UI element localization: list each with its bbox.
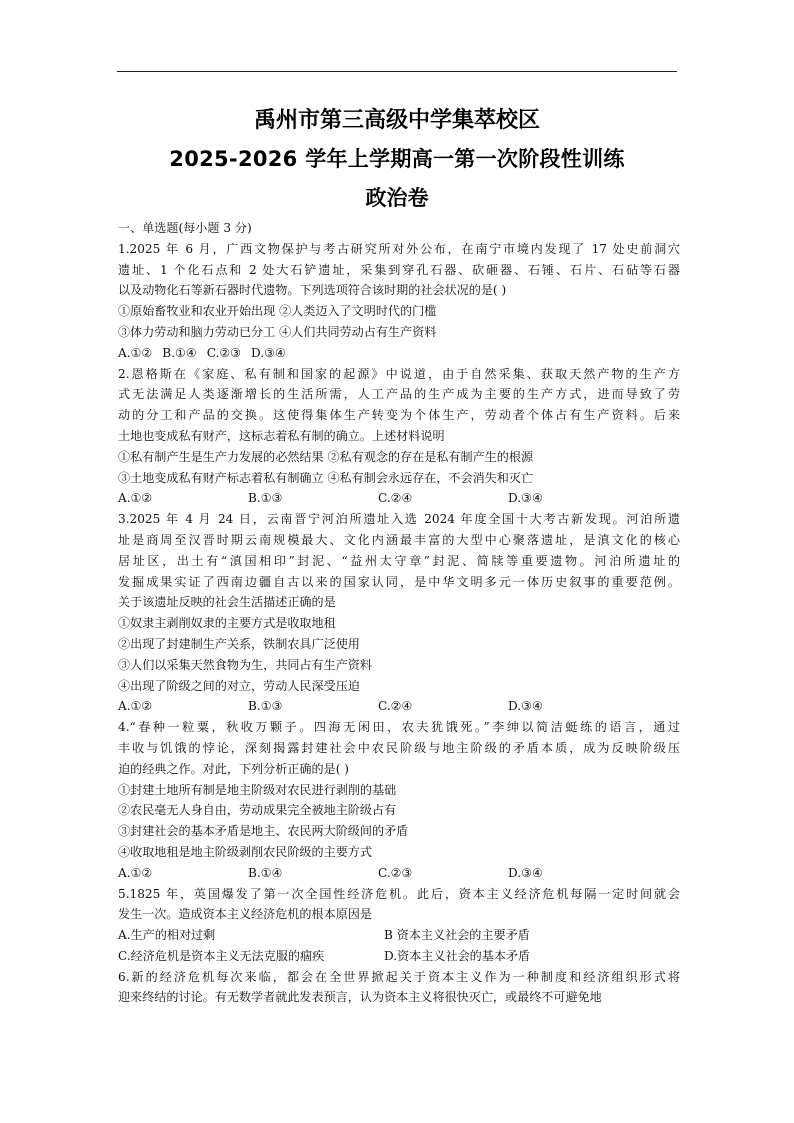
option-c: C.②③ [206,345,242,360]
statement-line: ②出现了封建制生产关系，铁制农具广泛使用 [118,636,360,651]
question-2 [118,364,680,510]
stem-line: 2.恩格斯在《家庭、私有制和国家的起源》中说道，由于自然采集、获取天然产物的生产方 [118,366,680,381]
stem-line: 关于该遗址反映的社会生活描述正确的是 [118,595,336,610]
option-a: A.①② [118,865,153,880]
question-stem [118,884,680,926]
answer-options [118,488,680,509]
statement-line: ③土地变成私有财产标志着私有制确立 ④私有制会永远存在，不会消失和灭亡 [118,470,534,485]
option-b: B.①④ [162,345,197,360]
stem-line: 6.新的经济危机每次来临，都会在全世界掀起关于资本主义作为一种制度和经济组织形式将 [118,969,680,984]
stem-line: 1.2025 年 6 月，广西文物保护与考古研究所对外公布，在南宁市境内发现了 17 处史前洞穴 [118,241,680,256]
statement-line: ①私有制产生是生产力发展的必然结果 ②私有观念的存在是私有制产生的根源 [118,449,534,464]
question-stem [118,239,680,301]
option-c: C.②④ [378,699,413,714]
option-d: D.③④ [508,865,543,880]
stem-line: 丰收与饥饿的悖论，深刻揭露封建社会中农民阶级与地主阶级的矛盾本质，成为反映阶级压 [118,740,680,755]
statement-line: ④出现了阶级之间的对立，劳动人民深受压迫 [118,678,360,693]
stem-line: 址是商周至汉晋时期云南规模最大、文化内涵最丰富的大型中心聚落遗址，是滇文化的核心 [118,532,680,547]
stem-line: 发生一次。造成资本主义经济危机的根本原因是 [118,907,372,922]
answer-options-row-2 [118,946,680,967]
option-b: B.①③ [248,699,283,714]
subject-title: 政治卷 [365,186,429,210]
stem-line: 式无法满足人类逐渐增长的生活所需，人工产品的生产成为主要的生产方式，进而导致了劳 [118,387,680,402]
option-a: A.①② [118,699,153,714]
option-b: B.①④ [248,865,283,880]
statement-line: ③体力劳动和脑力劳动已分工 ④人们共同劳动占有生产资料 [118,324,437,339]
statement-line: ①封建土地所有制是地主阶级对农民进行剥削的基础 [118,782,397,797]
exam-body [118,218,680,1008]
option-b: B 资本主义社会的主要矛盾 [384,928,530,943]
stem-line: 5.1825 年，英国爆发了第一次全国性经济危机。此后，资本主义经济危机每隔一定时间就会 [118,886,680,901]
stem-line: 发掘成果实证了西南边疆自古以来的国家认同，是中华文明多元一体历史叙事的重要范例。 [118,574,680,589]
question-stem [118,967,680,1009]
option-c: C.经济危机是资本主义无法克服的痼疾 [118,948,325,963]
stem-line: 动的分工和产品的交换。这使得集体生产转变为个体生产，劳动者个体占有生产资料。后来 [118,408,680,423]
question-stem [118,509,680,613]
stem-line: 土地也变成私有财产，这标志着私有制的确立。上述材料说明 [118,428,445,443]
answer-options [118,863,680,884]
option-c: C.②④ [378,491,413,506]
statement-line: ①奴隶主剥削奴隶的主要方式是收取地租 [118,616,336,631]
option-d: D.资本主义社会的基本矛盾 [384,948,531,963]
option-d: D.③④ [251,345,286,360]
option-d: D.③④ [508,491,543,506]
question-1 [118,239,680,364]
question-5 [118,884,680,967]
school-title: 禹州市第三高级中学集萃校区 [253,108,540,133]
option-c: C.②③ [378,865,413,880]
stem-line: 迎来终结的讨论。有无数学者就此发表预言，认为资本主义将很快灭亡，或最终不可避免地 [118,990,602,1005]
stem-line: 迫的经典之作。对此，下列分析正确的是( ) [118,761,349,776]
option-b: B.①③ [248,491,283,506]
option-d: D.③④ [508,699,543,714]
stem-line: 居址区，出土有“滇国相印”封泥、“益州太守章”封泥、简牍等重要遗物。河泊所遗址的 [118,553,680,568]
question-6 [118,967,680,1009]
stem-line: 以及动物化石等新石器时代遗物。下列选项符合该时期的社会状况的是( ) [118,283,507,298]
stem-line: 遗址、1 个化石点和 2 处大石铲遗址，采集到穿孔石器、砍砸器、石锤、石片、石砧等石器 [118,262,680,277]
option-a: A.生产的相对过剩 [118,928,216,943]
exam-title: 2025-2026 学年上学期高一第一次阶段性训练 [169,147,625,171]
option-a: A.①② [118,491,153,506]
document-header [117,104,677,216]
statement-line: ①原始畜牧业和农业开始出现 ②人类迈入了文明时代的门槛 [118,304,437,319]
answer-options [118,343,680,364]
option-a: A.①② [118,345,153,360]
stem-line: 4.“春种一粒粟，秋收万颗子。四海无闲田，农夫犹饿死。”李绅以简洁蜓练的语言，通过 [118,720,680,735]
answer-options-row-1 [118,925,680,946]
statement-line: ③人们以采集天然食物为生，共同占有生产资料 [118,657,372,672]
statement-line: ③封建社会的基本矛盾是地主、农民两大阶级间的矛盾 [118,824,409,839]
answer-options [118,696,680,717]
stem-line: 3.2025 年 4 月 24 日，云南晋宁河泊所遗址入选 2024 年度全国十大考古新发现。河泊所遗 [118,512,680,527]
header-rule [117,71,677,72]
statement-line: ④收取地租是地主阶级剥削农民阶级的主要方式 [118,844,372,859]
statement-line: ②农民毫无人身自由，劳动成果完全被地主阶级占有 [118,803,397,818]
question-4 [118,717,680,883]
question-stem [118,717,680,779]
section-heading: 一、单选题(每小题 3 分) [118,221,252,235]
question-3 [118,509,680,717]
question-stem [118,364,680,447]
